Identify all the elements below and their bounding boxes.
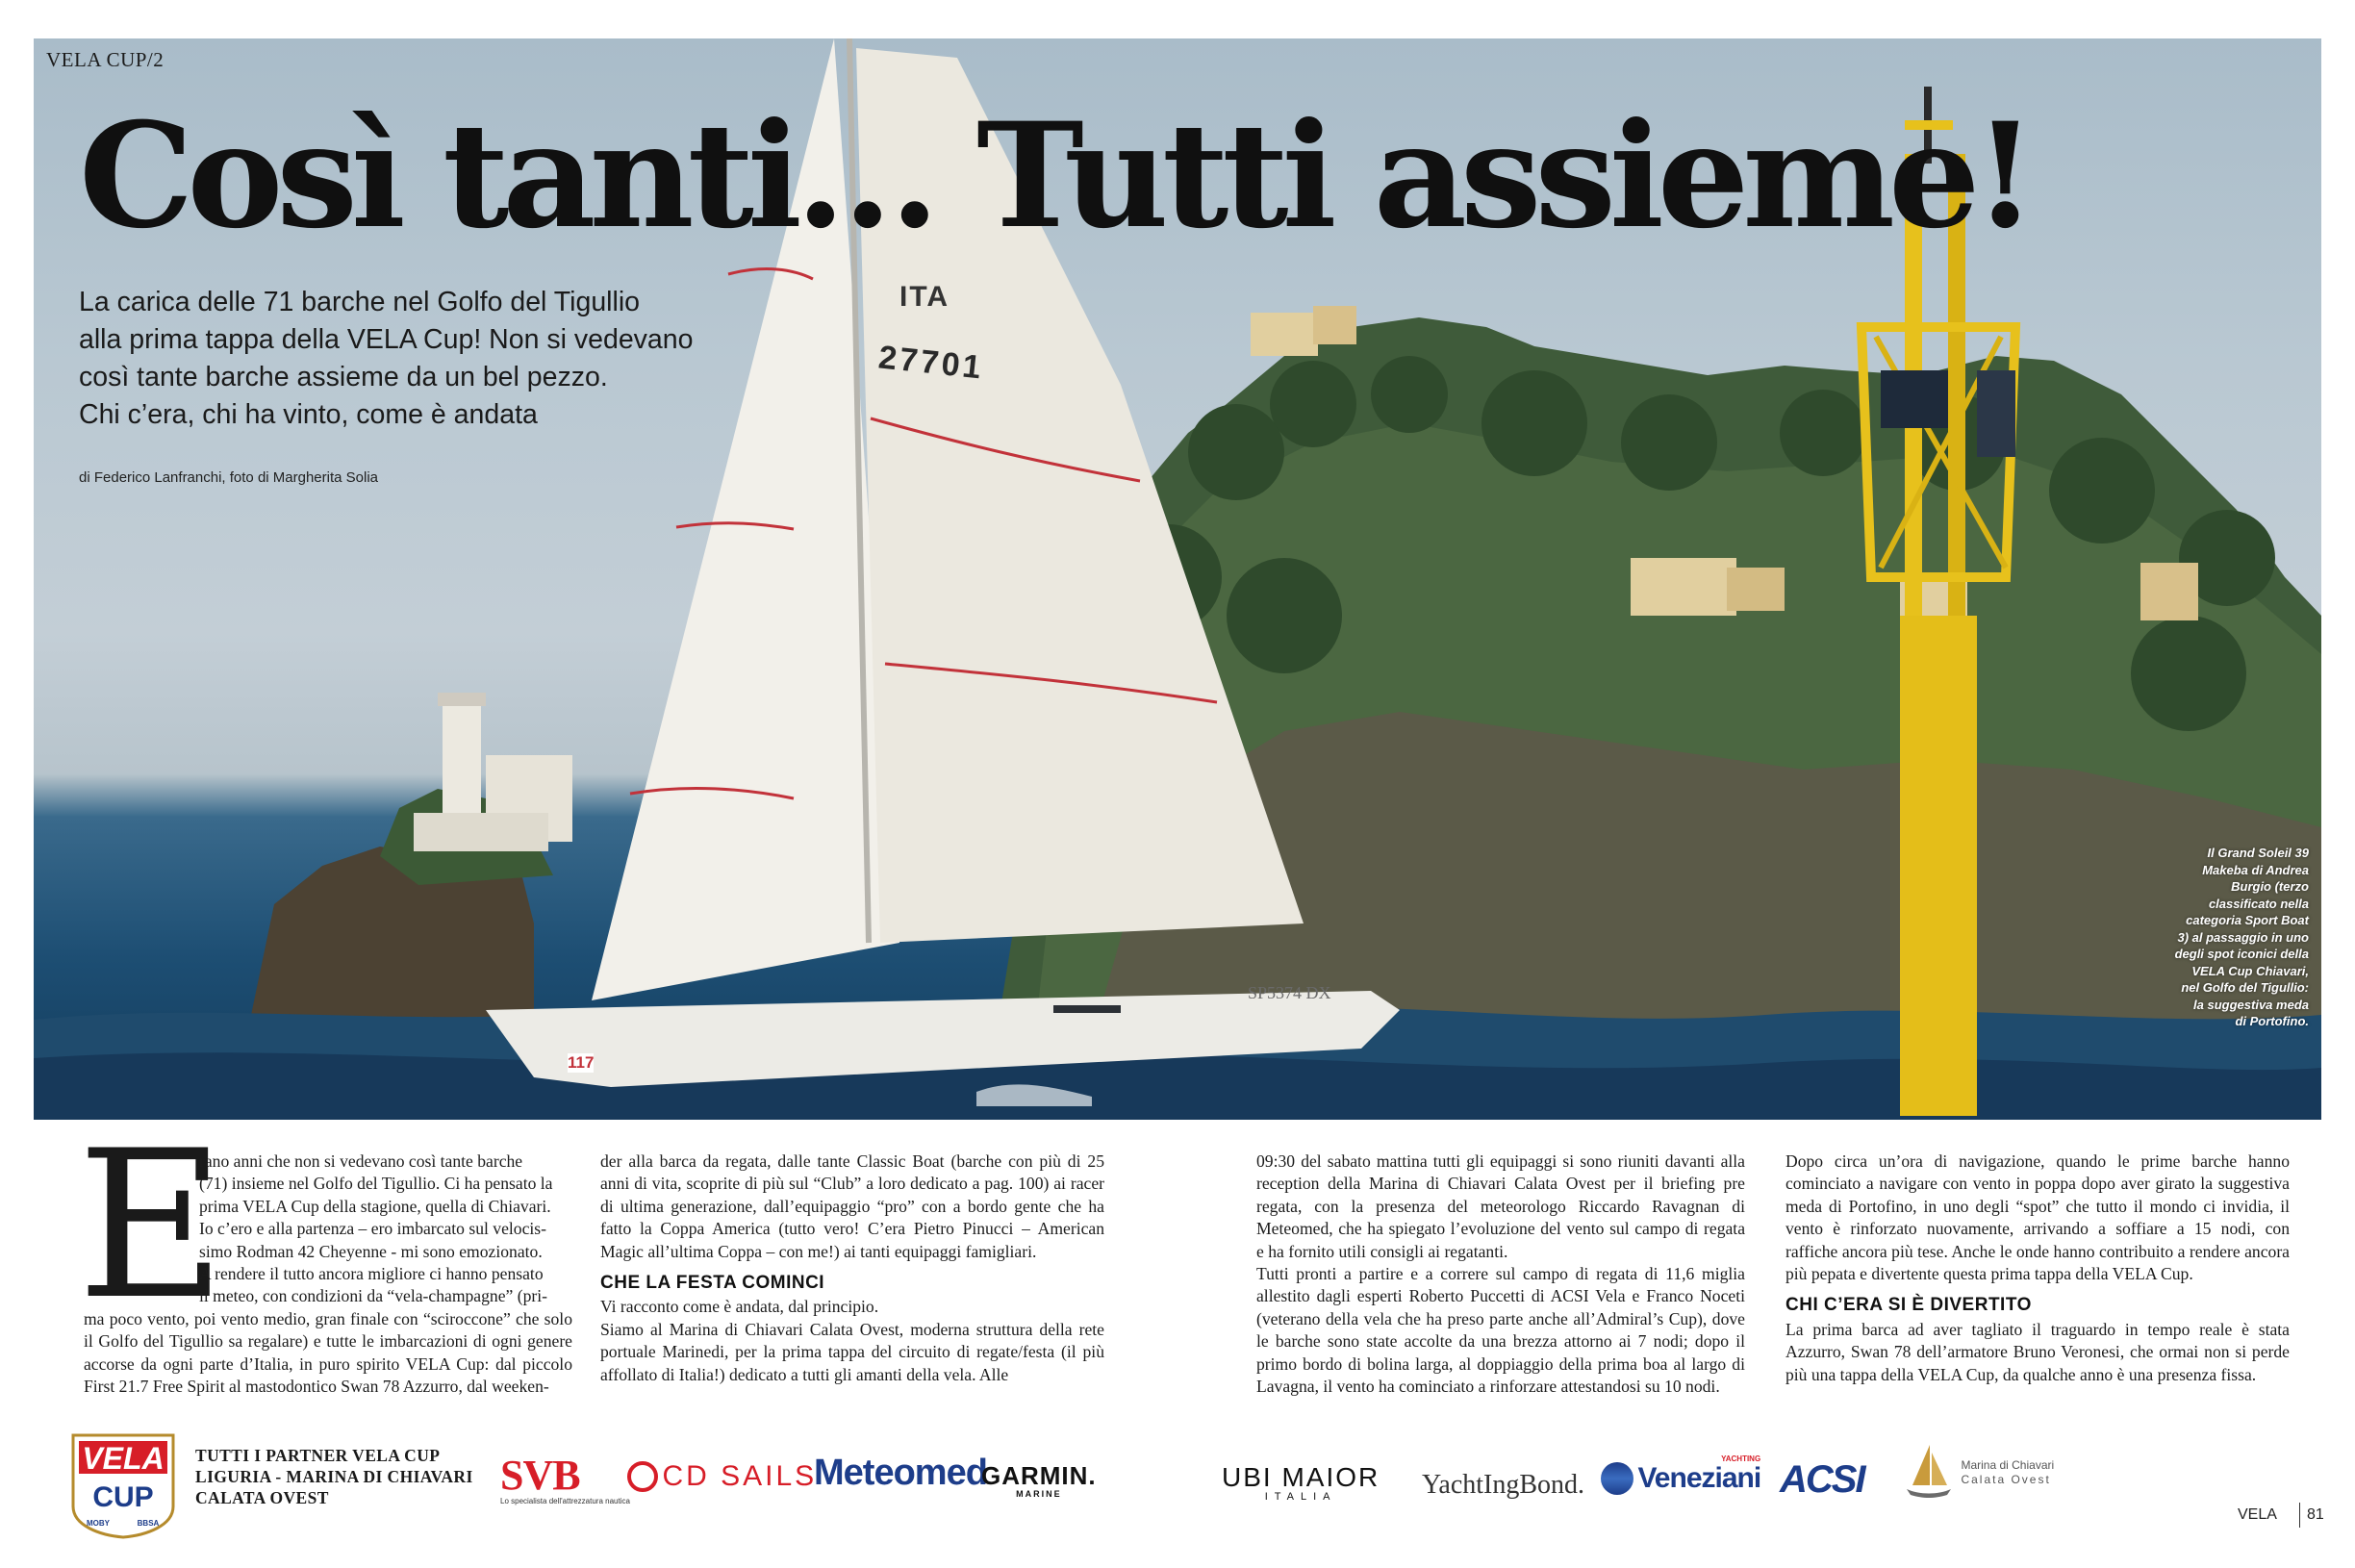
lead-line: prima VELA Cup della stagione, quella di Chiavari. <box>199 1196 551 1216</box>
lead-line: (71) insieme nel Golfo del Tigullio. Ci ha pensato la <box>199 1174 553 1194</box>
deck-line: alla prima tappa della VELA Cup! Non si vedevano <box>79 324 694 355</box>
column-3 <box>1256 1151 1745 1398</box>
column-4 <box>1785 1151 2290 1386</box>
body-paragraph: Dopo circa un’ora di navigazione, quando le prime barche hanno cominciato a navigare con vento in poppa dopo aver girato la suggestiva meda di Portofino, in uno degli “spot” che tutto il mondo ci invidia, il vento è rinforzato nuovamente, arrivando a soffiare a 15 nodi, con raffiche ancora più tese. Anche le onde hanno contribuito a rendere ancora più pepata e divertente questa prima tappa della VELA Cup. <box>1785 1151 2290 1284</box>
cdsails-icon <box>627 1461 658 1492</box>
marina-chiavari-logo: Marina di Chiavari Calata Ovest <box>1905 1443 2054 1503</box>
svg-text:CUP: CUP <box>92 1481 154 1513</box>
body-paragraph: Siamo al Marina di Chiavari Calata Ovest, moderna struttura della rete portuale Marinedi, per la prima tappa del circuito di regate/festa (il più affollato di Italia!) dedicato a tutti gli amanti della vela. Alle <box>600 1319 1104 1384</box>
body-paragraph: Tutti pronti a partire e a correre sul campo di regata di 11,6 miglia allestito dagli esperti Roberto Puccetti di ACSI Vela e Franco Noceti (veterano della vela che ha preso parte anche all’Admiral’s Cup), dove le barche sono state accolte da una brezza attorno ai 7 nodi; dopo il primo bordo di bolina larga, al doppiaggio della prima boa al largo di Lavagna, il vento ha cominciato a rinforzare attestandosi su 10 nodi. <box>1256 1264 1745 1397</box>
folio-magazine: VELA <box>2238 1506 2277 1523</box>
headline: Così tanti… Tutti assieme! <box>79 91 2031 261</box>
lead-line: rano anni che non si vedevano così tante barche <box>199 1151 523 1171</box>
deck <box>79 284 714 434</box>
body-paragraph: Vi racconto come è andata, dal principio. <box>600 1297 879 1317</box>
byline: di Federico Lanfranchi, foto di Margherita Solia <box>79 469 379 486</box>
section-tag: VELA CUP/2 <box>46 48 165 71</box>
deck-line: così tante barche assieme da un bel pezzo. <box>79 362 608 392</box>
column-2 <box>600 1151 1104 1386</box>
acsi-logo: ACSI <box>1780 1458 1864 1501</box>
svg-text:MOBY: MOBY <box>87 1519 110 1528</box>
hull-registration: SP5374 DX <box>1248 983 1331 1002</box>
lead-line: simo Rodman 42 Cheyenne - mi sono emozionato. <box>199 1241 543 1261</box>
sail-number: 27701 <box>876 339 986 387</box>
subhead: CHE LA FESTA COMINCI <box>600 1273 825 1294</box>
bow-number: 117 <box>568 1053 595 1072</box>
body-paragraph: der alla barca da regata, dalle tante Classic Boat (barche con più di 25 anni di vita, scoprite di più sul “Club” a loro dedicato a pag. 100) ai racer di ultima generazione, dall’equipaggio “pro” con a bordo gente che ha fatto la Coppa America (tutto vero! C’era Pietro Pinucci – American Magic all’ultima Coppa – con me!) ai tanti equipaggi famigliari. <box>600 1151 1104 1261</box>
deck-line: La carica delle 71 barche nel Golfo del Tigullio <box>79 287 641 317</box>
page-number: 81 <box>2307 1506 2324 1523</box>
dropcap: E <box>77 1106 226 1344</box>
folio-divider <box>2299 1503 2300 1528</box>
body-paragraph: ma poco vento, poi vento medio, gran finale con “sciroccone” che solo il Golfo del Tigullio sa regalare) e tutte le imbarcazioni di ogni genere accorse da ogni parte d’Italia, in puro spirito VELA Cup: dal piccolo First 21.7 Free Spirit al mastodontico Swan 78 Azzurro, dal weeken- <box>84 1308 572 1397</box>
globe-icon <box>1601 1462 1633 1495</box>
meteomed-logo: Meteomed <box>814 1453 987 1493</box>
column-1 <box>84 1151 572 1398</box>
subhead: CHI C’ERA SI È DIVERTITO <box>1785 1295 2032 1316</box>
deck-line: Chi c’era, chi ha vinto, come è andata <box>79 399 538 430</box>
partners-title: TUTTI I PARTNER VELA CUP LIGURIA - MARINA DI CHIAVARI CALATA OVEST <box>195 1446 473 1507</box>
lead-line: A rendere il tutto ancora migliore ci hanno pensato <box>199 1264 544 1284</box>
sailboat-icon <box>1905 1443 1953 1503</box>
lead-line: il meteo, con condizioni da “vela-champagne” (pri- <box>199 1286 547 1306</box>
photo-caption: Il Grand Soleil 39 Makeba di Andrea Burgio (terzo classificato nella categoria Sport Boat 3) al passaggio in uno degli spot iconici della VELA Cup Chiavari, nel Golfo del Tigullio: la suggestiva meda di Portofino. <box>2174 846 2309 1028</box>
svg-text:BBSA: BBSA <box>137 1519 160 1528</box>
lighthouse <box>414 693 572 851</box>
svg-text:VELA: VELA <box>82 1441 165 1476</box>
vela-cup-logo <box>69 1431 177 1539</box>
body-paragraph: 09:30 del sabato mattina tutti gli equipaggi si sono riuniti davanti alla reception della Marina di Chiavari Calata Ovest per il briefing pre regata, con la presenza del meteorologo Riccardo Ravagnan di Meteomed, che ha spiegato l’evoluzione del vento sul campo di regata e ha fornito utili consigli ai regatanti. <box>1256 1151 1745 1261</box>
sail-ita: ITA <box>899 281 950 313</box>
garmin-logo: GARMIN. MARINE <box>981 1461 1097 1499</box>
veneziani-logo: YACHTING Veneziani <box>1601 1462 1760 1495</box>
ubimaior-logo: UBI MAIOR ITALIA <box>1222 1462 1380 1503</box>
lead-line: Io c’ero e alla partenza – ero imbarcato sul velocis- <box>199 1219 546 1239</box>
body-paragraph: La prima barca ad aver tagliato il traguardo in tempo reale è stata Azzurro, Swan 78 dell’armatore Bruno Veronesi, che ormai non si perde più una tappa della VELA Cup, da qualche anno è una presenza fissa. <box>1785 1319 2290 1384</box>
yachtingbond-logo: YachtIngBond. <box>1422 1470 1585 1500</box>
cdsails-logo: CD SAILS <box>627 1460 817 1493</box>
svb-logo: SVB Lo specialista dell'attrezzatura nautica <box>500 1452 630 1505</box>
